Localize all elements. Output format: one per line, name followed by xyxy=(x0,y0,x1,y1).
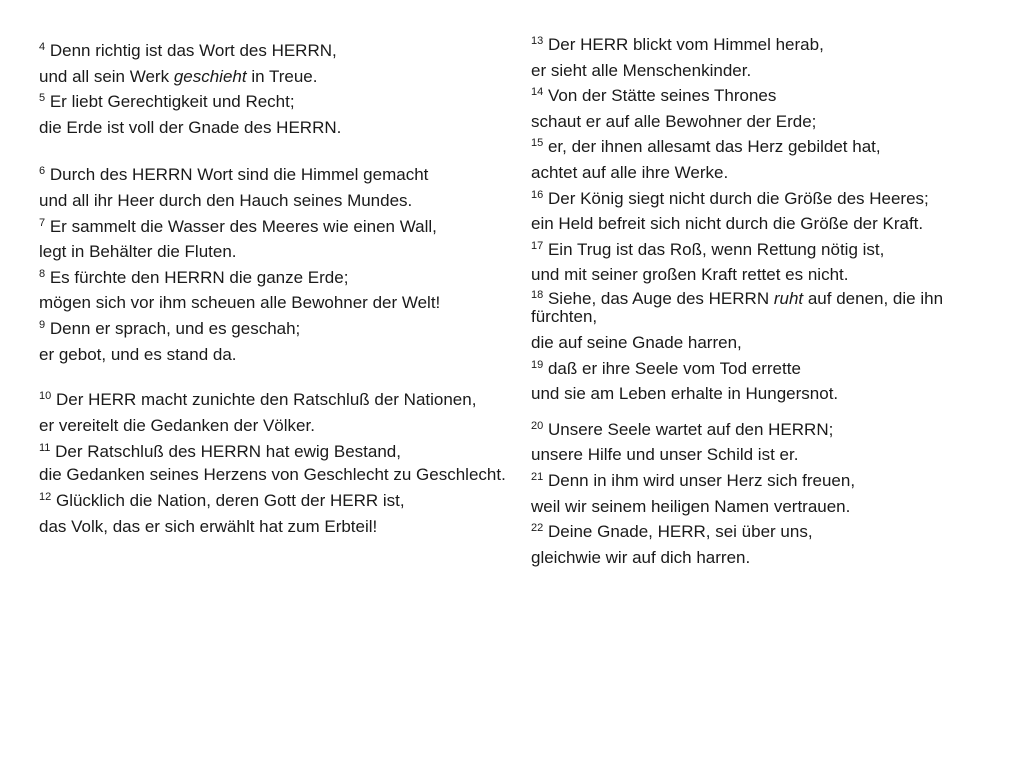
verse-text: Es fürchte den HERRN die ganze Erde; xyxy=(45,267,349,287)
verse-text: gleichwie wir auf dich harren. xyxy=(531,547,751,567)
verse-text: ein Held befreit sich nicht durch die Größe der Kraft. xyxy=(531,214,924,234)
verse-line xyxy=(39,344,509,365)
verse-text: Der Ratschluß des HERRN hat ewig Bestand, xyxy=(50,441,401,461)
verse-text: Ein Trug ist das Roß, wenn Rettung nötig ist, xyxy=(543,239,885,259)
verse-number: 8 xyxy=(39,267,46,280)
verse-text: in Treue. xyxy=(246,66,318,86)
verse-line xyxy=(39,91,509,112)
verse-text: Der König siegt nicht durch die Größe des Heeres; xyxy=(543,188,929,208)
verse-number: 14 xyxy=(531,86,544,99)
verse-number: 17 xyxy=(531,239,544,252)
verse-number: 7 xyxy=(39,216,46,229)
verse-number: 11 xyxy=(39,441,51,454)
verse-line xyxy=(39,318,509,339)
verse-line xyxy=(531,60,1006,81)
verse-line xyxy=(39,241,509,262)
verse-text: die Gedanken seines Herzens von Geschlecht zu Geschlecht. xyxy=(39,465,506,485)
verse-line xyxy=(531,332,1006,353)
verse-line xyxy=(531,136,1006,157)
verse-line xyxy=(531,239,1006,260)
verse-text: legt in Behälter die Fluten. xyxy=(39,242,237,262)
verse-text: und all ihr Heer durch den Hauch seines Mundes. xyxy=(39,190,413,210)
verse-line xyxy=(531,496,1006,517)
verse-line xyxy=(531,547,1006,568)
verse-line xyxy=(39,117,509,138)
verse-text: daß er ihre Seele vom Tod errette xyxy=(543,358,801,378)
verse-text: Er sammelt die Wasser des Meeres wie einen Wall, xyxy=(45,216,437,236)
verse-line xyxy=(39,516,509,537)
verse-line xyxy=(39,267,509,288)
verse-number: 19 xyxy=(531,358,544,371)
verse-text: er, der ihnen allesamt das Herz gebildet hat, xyxy=(543,137,881,157)
verse-line xyxy=(531,264,1006,285)
verse-line xyxy=(531,34,1006,55)
verse-number: 16 xyxy=(531,188,544,201)
stanza-gap xyxy=(39,142,509,164)
verse-text: und mit seiner großen Kraft rettet es nicht. xyxy=(531,265,849,285)
verse-text: Durch des HERRN Wort sind die Himmel gemacht xyxy=(45,165,429,185)
verse-text-emphasis: geschieht xyxy=(173,66,247,86)
verse-text: Von der Stätte seines Thrones xyxy=(543,86,777,106)
verse-number: 10 xyxy=(39,390,52,403)
verse-text: unsere Hilfe und unser Schild ist er. xyxy=(531,445,799,465)
verse-text: schaut er auf alle Bewohner der Erde; xyxy=(531,111,817,131)
verse-number: 15 xyxy=(531,137,544,150)
verse-text: die auf seine Gnade harren, xyxy=(531,332,742,352)
verse-number: 20 xyxy=(531,419,544,432)
verse-line xyxy=(531,358,1006,379)
verse-number: 5 xyxy=(39,92,46,105)
verse-text: er gebot, und es stand da. xyxy=(39,344,237,364)
verse-line xyxy=(39,164,509,185)
verse-line xyxy=(39,490,509,511)
verse-number: 18 xyxy=(531,288,544,301)
verse-text: die Erde ist voll der Gnade des HERRN. xyxy=(39,117,342,137)
verse-number: 6 xyxy=(39,165,46,178)
verse-line xyxy=(531,470,1006,491)
verse-text: auf denen, die ihn fürchten, xyxy=(531,288,944,326)
verse-text: Der HERR blickt vom Himmel herab, xyxy=(543,35,824,54)
verse-text: und all sein Werk xyxy=(39,66,174,86)
stanza-gap xyxy=(531,409,1006,419)
verse-text: Siehe, das Auge des HERRN xyxy=(543,288,774,308)
verse-text: mögen sich vor ihm scheuen alle Bewohner der Welt! xyxy=(39,293,441,313)
verse-text: Glücklich die Nation, deren Gott der HERR ist, xyxy=(51,491,405,511)
verse-text: Der HERR macht zunichte den Ratschluß der Nationen, xyxy=(51,390,477,410)
verse-line xyxy=(531,188,1006,209)
verse-text: das Volk, das er sich erwählt hat zum Erbteil! xyxy=(39,516,378,536)
verse-text: er vereitelt die Gedanken der Völker. xyxy=(39,416,315,436)
verse-text: achtet auf alle ihre Werke. xyxy=(531,162,729,182)
verse-line xyxy=(531,162,1006,183)
verse-line xyxy=(39,66,509,87)
verse-line xyxy=(531,213,1006,234)
verse-line xyxy=(531,419,1006,440)
verse-text: und sie am Leben erhalte in Hungersnot. xyxy=(531,384,839,404)
verse-line xyxy=(39,216,509,237)
verse-text: Denn richtig ist das Wort des HERRN, xyxy=(45,41,337,60)
verse-line xyxy=(531,111,1006,132)
left-column xyxy=(39,40,509,542)
verse-number: 21 xyxy=(531,470,544,483)
verse-number: 13 xyxy=(531,35,544,47)
verse-number: 22 xyxy=(531,522,544,535)
verse-line xyxy=(531,444,1006,465)
verse-text: er sieht alle Menschenkinder. xyxy=(531,60,752,80)
verse-line xyxy=(39,415,509,436)
verse-line xyxy=(39,292,509,313)
verse-line xyxy=(531,383,1006,404)
verse-text: Deine Gnade, HERR, sei über uns, xyxy=(543,522,813,542)
verse-line xyxy=(531,85,1006,106)
verse-line xyxy=(531,521,1006,542)
verse-line xyxy=(39,391,509,409)
verse-number: 12 xyxy=(39,491,52,504)
verse-number: 4 xyxy=(39,41,46,53)
verse-text: weil wir seinem heiligen Namen vertrauen. xyxy=(531,496,851,516)
verse-line xyxy=(39,466,509,484)
stanza-gap xyxy=(39,369,509,391)
verse-line xyxy=(39,441,509,462)
verse-number: 9 xyxy=(39,318,46,331)
verse-line xyxy=(39,190,509,211)
verse-text: Denn in ihm wird unser Herz sich freuen, xyxy=(543,470,856,490)
verse-line xyxy=(39,40,509,61)
verse-text-emphasis: ruht xyxy=(773,288,804,308)
verse-line xyxy=(531,290,1006,326)
verse-text: Denn er sprach, und es geschah; xyxy=(45,318,301,338)
verse-text: Unsere Seele wartet auf den HERRN; xyxy=(543,419,834,439)
verse-text: Er liebt Gerechtigkeit und Recht; xyxy=(45,92,295,112)
right-column xyxy=(531,34,1006,572)
